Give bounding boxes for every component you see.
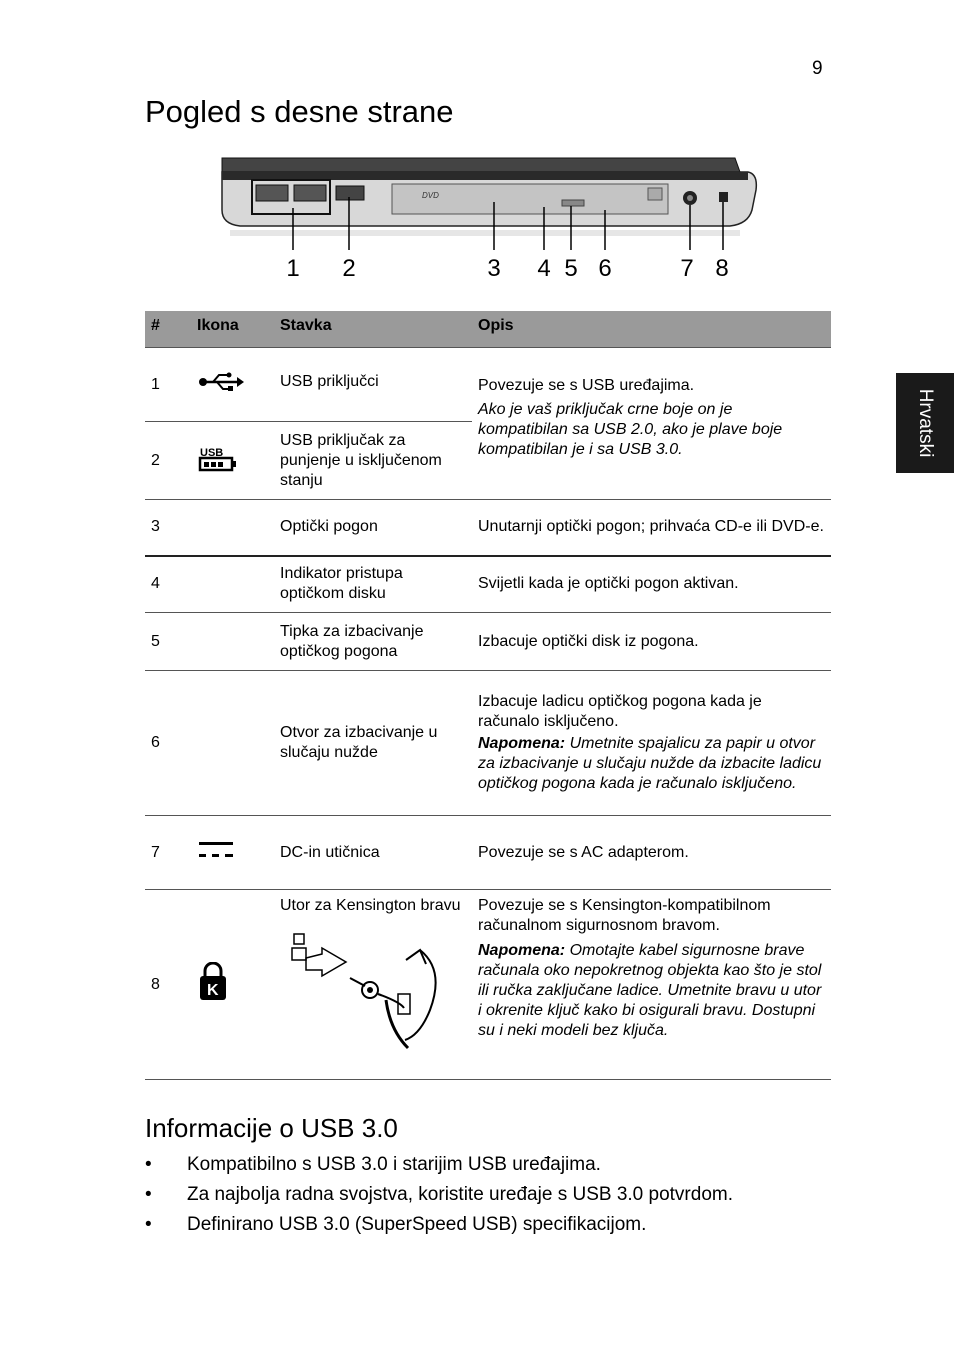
row-num: 4 [145, 556, 191, 613]
kensington-icon-letter: K [207, 981, 219, 999]
row-num: 2 [145, 422, 191, 500]
dvd-logo: DVD [422, 191, 439, 200]
usb-charge-icon [197, 444, 241, 472]
usb-icon [197, 371, 245, 393]
row-item: Optički pogon [274, 500, 472, 556]
row-item-cell [274, 890, 472, 1080]
usb-note: Ako je vaš priključak crne boje on je kompatibilan sa USB 2.0, ako je plave boje kompatibilan je i sa USB 3.0. [478, 401, 783, 458]
kensington-lock-icon [197, 962, 229, 1002]
table-row [145, 671, 831, 816]
bullet-dot: • [145, 1184, 152, 1205]
row-note [478, 941, 825, 1041]
header-num: # [145, 311, 191, 348]
row-desc: Povezuje se s AC adapterom. [472, 816, 831, 890]
callout-4: 4 [537, 255, 551, 282]
callout-5: 5 [564, 255, 578, 282]
table-row [145, 816, 831, 890]
row-icon-cell [191, 890, 274, 1080]
row-item: Utor za Kensington bravu [280, 897, 461, 914]
table-row [145, 500, 831, 556]
callout-1: 1 [286, 255, 300, 282]
row-desc [472, 671, 831, 816]
row-item: DC-in utičnica [274, 816, 472, 890]
bullet-dot: • [145, 1214, 152, 1235]
note-text: Umetnite spajalicu za papir u otvor za izbacivanje u slučaju nužde da izbacite ladicu optičkog pogona kada je računalo isključeno. [478, 735, 822, 792]
row-item: USB priključak za punjenje u isključenom stanju [274, 422, 472, 500]
row-desc-usb [472, 348, 831, 500]
row-note [478, 734, 825, 794]
table-row [145, 556, 831, 613]
row-desc [472, 890, 831, 1080]
row-num: 5 [145, 613, 191, 671]
kensington-lock-illustration [280, 930, 450, 1055]
dc-in-icon [197, 839, 237, 861]
page-title: Pogled s desne strane [145, 94, 454, 129]
row-num: 1 [145, 348, 191, 422]
list-item [145, 1213, 733, 1243]
header-icon: Ikona [191, 311, 274, 348]
note-text: Omotajte kabel sigurnosne brave računala oko nepokretnog objekta kao što je stol ili ručka zaključane ladice. Umetnite bravu u utor i okrenite ključ kako bi osigurali bravu. Dostupni su i neki modeli bez ključa. [478, 942, 822, 1039]
header-desc: Opis [472, 311, 831, 348]
callout-7: 7 [680, 255, 694, 282]
row-icon-cell [191, 348, 274, 422]
row-icon-cell [191, 422, 274, 500]
callout-3: 3 [487, 255, 501, 282]
bullet-text: Definirano USB 3.0 (SuperSpeed USB) specifikacijom. [187, 1214, 647, 1235]
row-item: Indikator pristupa optičkom disku [274, 556, 472, 613]
callout-2: 2 [342, 255, 356, 282]
section-title-usb3: Informacije o USB 3.0 [145, 1113, 398, 1143]
list-item [145, 1153, 733, 1183]
usb-desc: Povezuje se s USB uređajima. [478, 377, 695, 394]
table-row [145, 348, 831, 422]
row-num: 6 [145, 671, 191, 816]
row-desc: Izbacuje optički disk iz pogona. [472, 613, 831, 671]
bullet-dot: • [145, 1154, 152, 1175]
row-item: USB priključci [274, 348, 472, 422]
row-num: 8 [145, 890, 191, 1080]
usb3-bullet-list [145, 1153, 733, 1243]
table-row [145, 890, 831, 1080]
row-desc-text: Izbacuje ladicu optičkog pogona kada je računalo isključeno. [478, 693, 762, 730]
row-num: 7 [145, 816, 191, 890]
row-desc-text: Povezuje se s Kensington-kompatibilnom računalnom sigurnosnom bravom. [478, 897, 771, 934]
row-item: Tipka za izbacivanje optičkog pogona [274, 613, 472, 671]
usb-charge-icon-text: USB [200, 446, 224, 459]
callout-8: 8 [715, 255, 729, 282]
row-desc: Unutarnji optički pogon; prihvaća CD-e ili DVD-e. [472, 500, 831, 556]
row-item: Otvor za izbacivanje u slučaju nužde [274, 671, 472, 816]
callout-numbers [0, 255, 954, 285]
list-item [145, 1183, 733, 1213]
header-item: Stavka [274, 311, 472, 348]
ports-table [145, 311, 831, 1080]
bullet-text: Kompatibilno s USB 3.0 i starijim USB uređajima. [187, 1154, 601, 1175]
bullet-text: Za najbolja radna svojstva, koristite uređaje s USB 3.0 potvrdom. [187, 1184, 733, 1205]
table-header-row [145, 311, 831, 348]
note-label: Napomena: [478, 735, 566, 752]
laptop-right-side-illustration [200, 150, 770, 250]
row-num: 3 [145, 500, 191, 556]
row-icon-cell [191, 816, 274, 890]
note-label: Napomena: [478, 942, 566, 959]
language-tab-label: Hrvatski [915, 388, 936, 458]
callout-6: 6 [598, 255, 612, 282]
row-desc: Svijetli kada je optički pogon aktivan. [472, 556, 831, 613]
page-number: 9 [812, 58, 823, 79]
language-tab [896, 373, 954, 473]
table-row [145, 613, 831, 671]
